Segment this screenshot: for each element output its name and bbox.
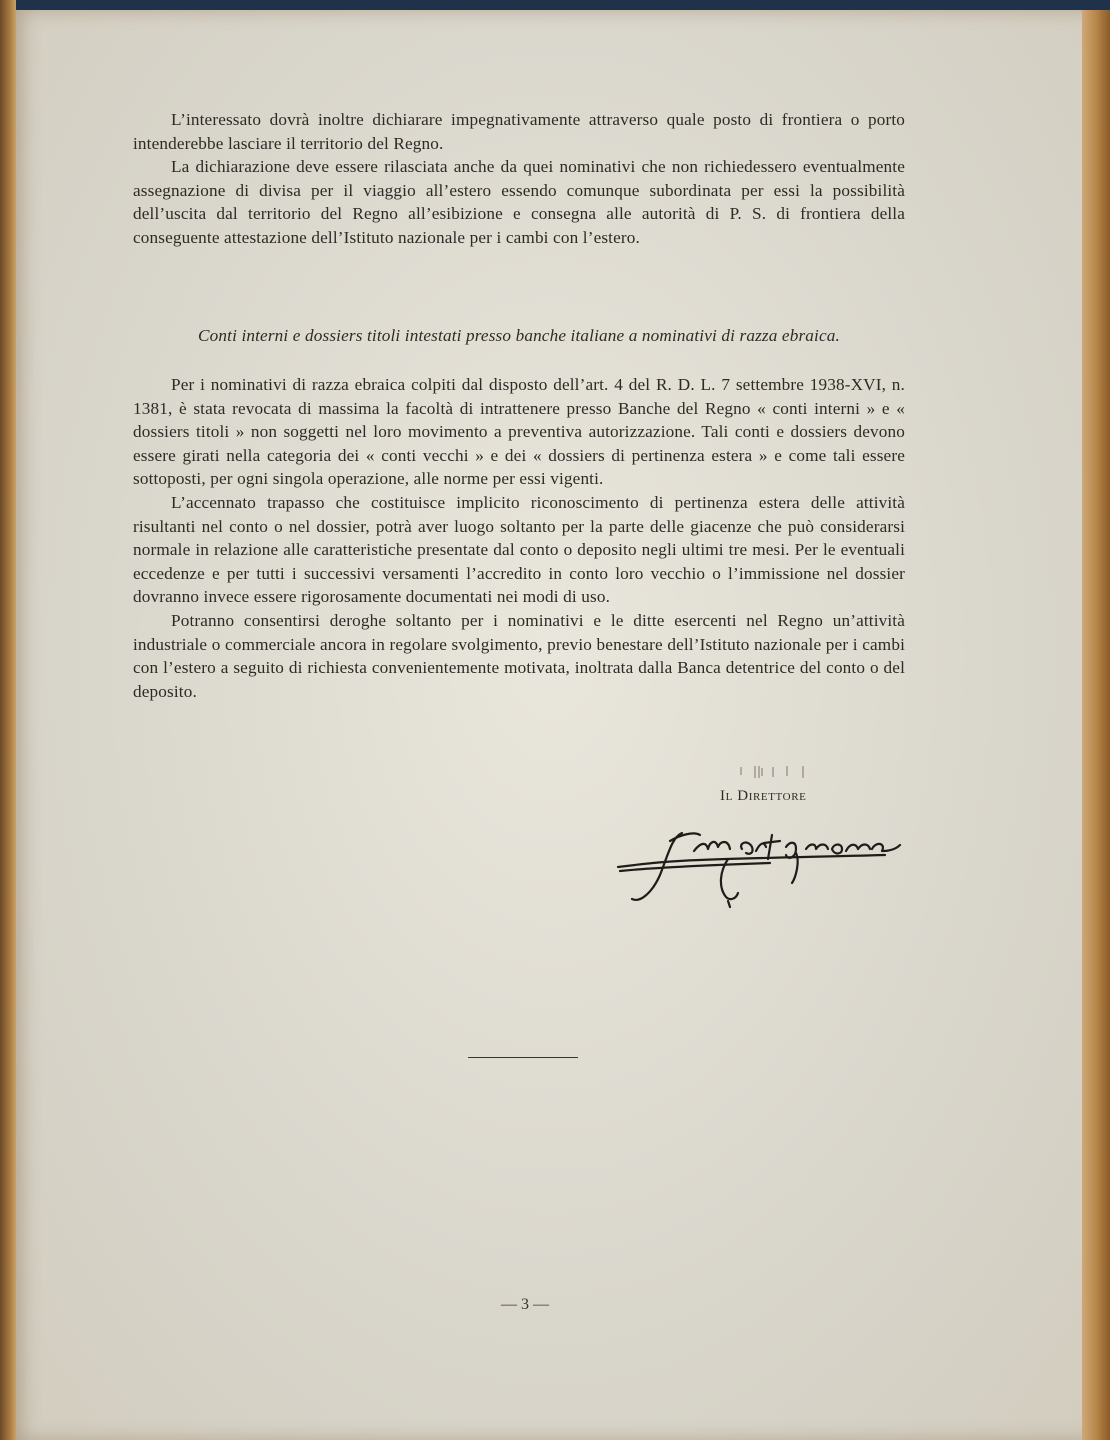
section-heading: Conti interni e dossiers titoli intestati presso banche italiane a nominativi di razza ebraica. — [198, 326, 840, 345]
book-binding-left — [0, 0, 16, 1440]
page-edge-right — [1082, 10, 1110, 1440]
horizontal-rule — [468, 1057, 578, 1058]
paragraph-declaration: La dichiarazione deve essere rilasciata anche da quei nominativi che non richiedessero eventualmente assegnazione di divisa per il viaggio all’estero essendo comunque subordinata per essi la possibilità dell’uscita dal territorio del Regno all’esibizione e consegna alle autorità di P. S. di frontiera della conseguente attestazione dell’Istituto nazionale per i cambi con l’estero. — [133, 157, 905, 247]
paragraph-revocation: Per i nominativi di razza ebraica colpiti dal disposto dell’art. 4 del R. D. L. 7 settembre 1938-XVI, n. 1381, è stata revocata di massima la facoltà di intrattenere presso Banche del Regno « conti interni » e « dossiers titoli » non soggetti nel loro movimento a preventiva autorizzazione. Tali conti e dossiers devono essere girati nella categoria dei « conti vecchi » e dei « dossiers di pertinenza estera » e come tali essere sottoposti, per ogni singola operazione, alle norme per essi vigenti. — [133, 375, 905, 489]
paragraph-frontier: L’interessato dovrà inoltre dichiarare impegnativamente attraverso quale posto di frontiera o porto intenderebbe lasciare il territorio del Regno. — [133, 110, 905, 153]
paragraph-exceptions: Potranno consentirsi deroghe soltanto per i nominativi e le ditte esercenti nel Regno un’attività industriale o commerciale ancora in regolare svolgimento, previo benestare dell’Istituto nazionale per i cambi con l’estero a seguito di richiesta convenientemente motivata, inoltrata dalla Banca detentrice del conto o del deposito. — [133, 610, 905, 701]
body-text-top — [133, 108, 905, 250]
paragraph-transfer: L’accennato trapasso che costituisce implicito riconoscimento di pertinenza estera delle attività risultanti nel conto o nel dossier, potrà aver luogo soltanto per la parte delle giacenze che può considerarsi normale in relazione alle caratteristiche presentate dal conto o deposito negli ultimi tre mesi. Per le eventuali eccedenze e per tutti i successivi versamenti l’accredito in conto loro vecchio o l’immissione nel dossier dovranno invece essere rigorosamente documentati nei modi di uso. — [133, 492, 905, 607]
handwritten-signature — [610, 815, 910, 915]
signatory-title: Il Direttore — [720, 788, 807, 804]
faint-stamp-mark — [735, 764, 815, 780]
body-text-bottom — [133, 373, 905, 703]
page-number: — 3 — — [501, 1296, 549, 1313]
